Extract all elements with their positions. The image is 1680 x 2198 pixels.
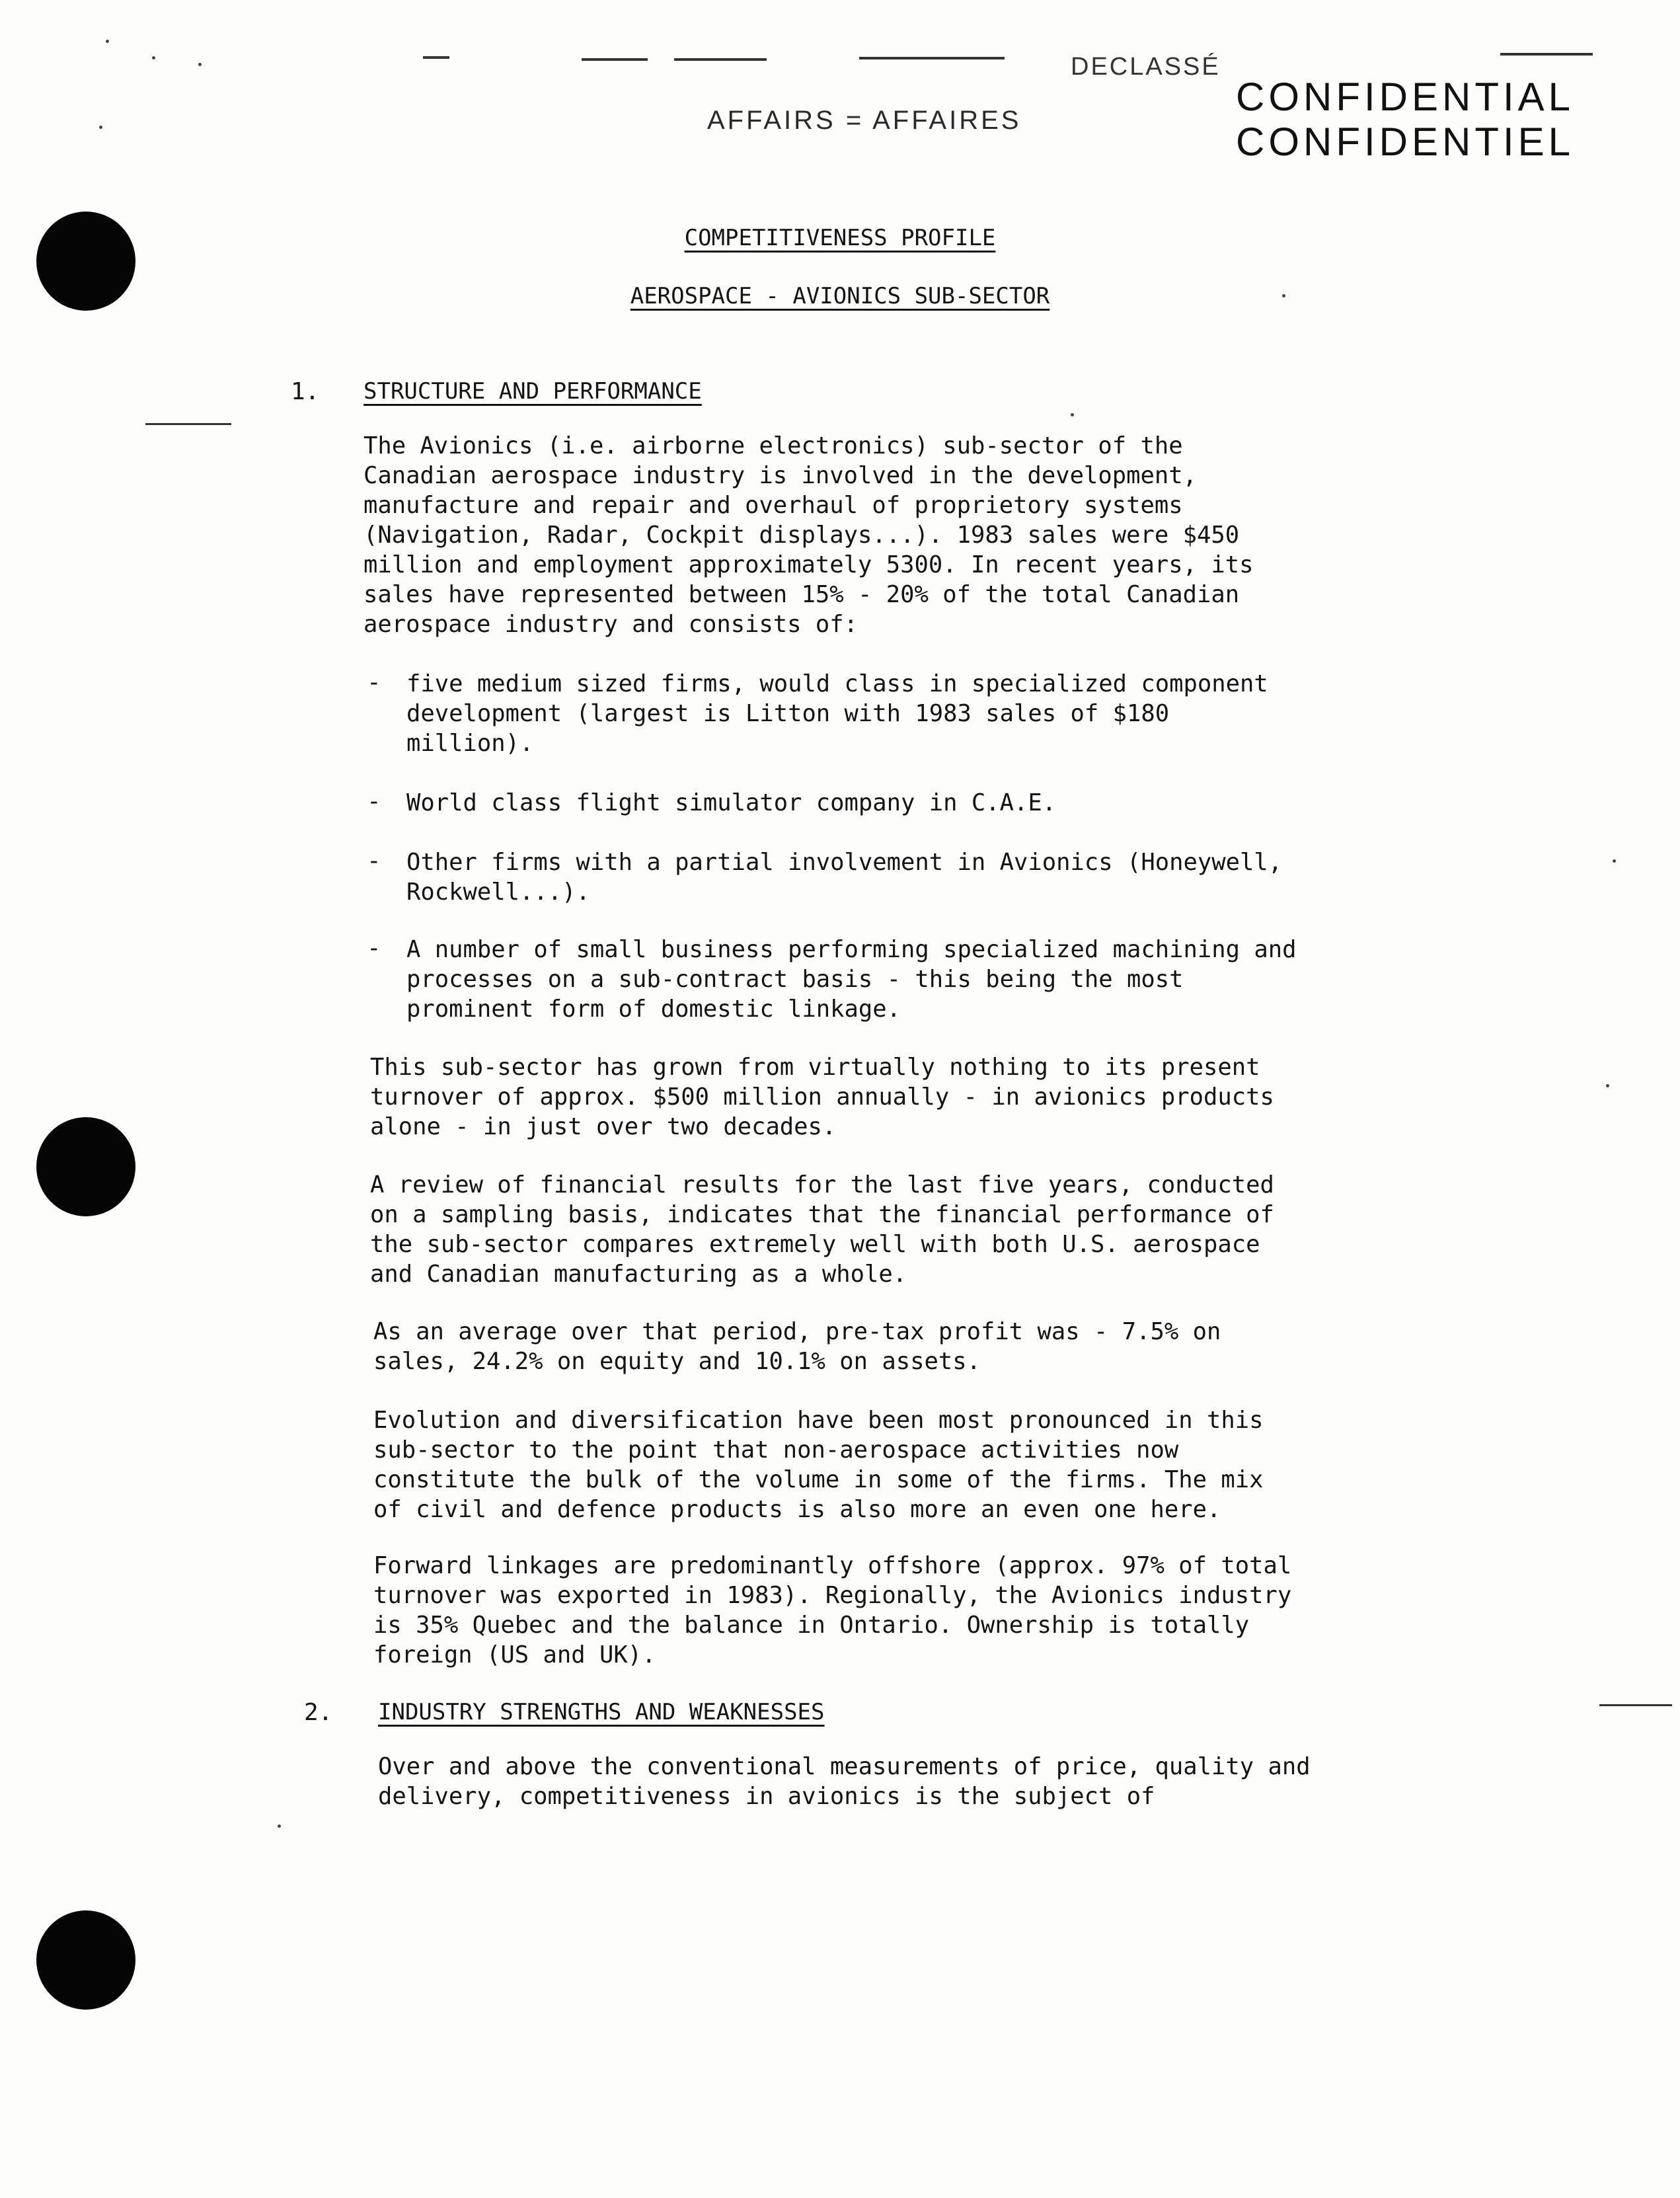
scan-speck [1071,413,1074,416]
scan-speck [152,56,155,59]
scan-dash [423,56,449,59]
confidential-stamp-fr: CONFIDENTIEL [1236,120,1575,164]
scan-dash [859,57,1005,59]
scan-speck [278,1825,281,1828]
section-paragraph: A review of financial results for the last five years, conducted on a sampling basis, indicates that the financial performance of the sub-sector compares extremely well with both U.S. aerospace and Canadian manufacturing as a whole. [370,1171,1274,1288]
declassified-stamp-fragment: DECLASSÉ [1071,53,1221,81]
bullet-marker: - [367,935,381,962]
section-heading: INDUSTRY STRENGTHS AND WEAKNESSES [378,1699,825,1725]
document-subtitle: AEROSPACE - AVIONICS SUB-SECTOR [630,283,1050,309]
section-paragraph: As an average over that period, pre-tax profit was - 7.5% on sales, 24.2% on equity and 10.1% on assets. [373,1318,1221,1375]
section-paragraph: Over and above the conventional measurements of price, quality and delivery, competitiveness in avionics is the subject of [378,1753,1311,1810]
punch-hole-middle [36,1117,135,1216]
scan-speck [1613,859,1616,863]
scan-dash [1599,1704,1672,1706]
scan-speck [106,40,109,43]
bullet-marker: - [367,847,381,875]
section-number: 2. [304,1699,333,1726]
section-paragraph: Evolution and diversification have been most pronounced in this sub-sector to the point that non-aerospace activities now constitute the bulk of the volume in some of the firms. The mix of civil and defence products is also more an even one here. [373,1407,1264,1523]
confidential-stamp-en: CONFIDENTIAL [1236,75,1575,119]
scan-dash [1500,53,1593,56]
scan-speck [1606,1084,1609,1087]
scan-dash [674,58,767,61]
scan-dash [145,423,231,425]
scan-speck [198,63,202,66]
document-title: COMPETITIVENESS PROFILE [684,225,996,251]
bullet-item: Other firms with a partial involvement in Avionics (Honeywell, Rockwell...). [406,849,1283,906]
bullet-marker: - [367,669,381,696]
affairs-stamp-line: AFFAIRS = AFFAIRES [707,106,1022,135]
bullet-marker: - [367,788,381,815]
bullet-item: five medium sized firms, would class in specialized component development (largest is Litton with 1983 sales of $180 million). [406,670,1268,757]
section-number: 1. [291,378,320,405]
punch-hole-bottom [36,1910,135,2010]
section-paragraph: The Avionics (i.e. airborne electronics) sub-sector of the Canadian aerospace industry is involved in the development, manufacture and repair and overhaul of proprietory systems (Navigation, Radar, Cockpit displays...). 1983 sales were $450 million and employment approximately 5300. In recent years, its sales have represented between 15% - 20% of the total Canadian aerospace industry and consists of: [363,432,1254,638]
scan-dash [582,58,648,61]
scan-speck [99,126,102,129]
bullet-item: World class flight simulator company in C.A.E. [406,789,1057,816]
section-heading: STRUCTURE AND PERFORMANCE [363,378,702,405]
bullet-item: A number of small business performing specialized machining and processes on a sub-contract basis - this being the most prominent form of domestic linkage. [406,936,1297,1023]
section-paragraph: Forward linkages are predominantly offshore (approx. 97% of total turnover was exported in 1983). Regionally, the Avionics industry is 35% Quebec and the balance in Ontario. Ownership is totally foreign (US and UK). [373,1552,1292,1668]
section-paragraph: This sub-sector has grown from virtually nothing to its present turnover of approx. $500 million annually - in avionics products alone - in just over two decades. [370,1054,1274,1140]
